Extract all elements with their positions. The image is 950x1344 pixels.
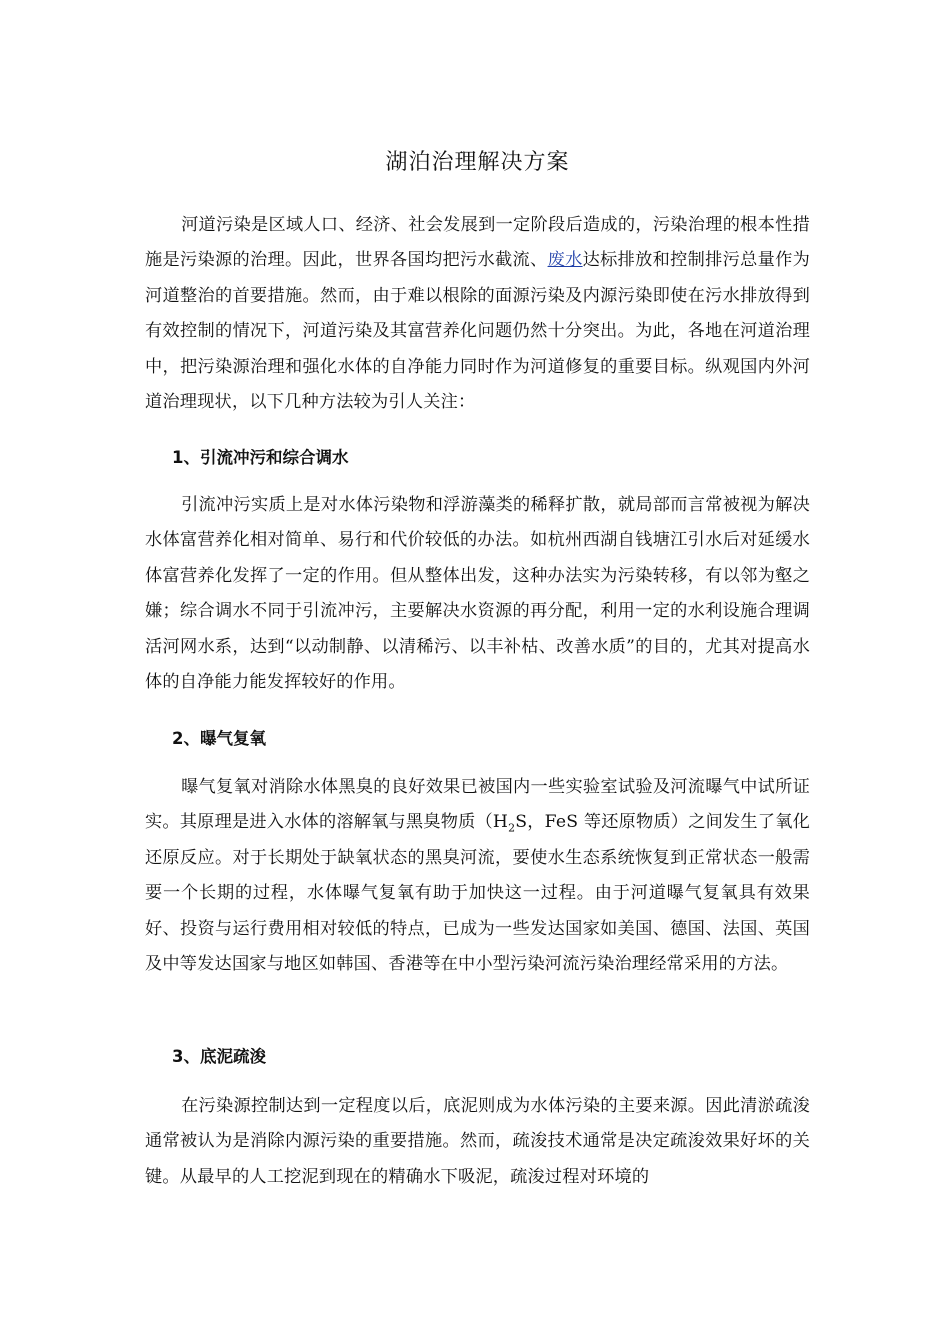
h2s-subscript: 2: [508, 821, 516, 835]
section-2-text-after-sub: S，FeS 等还原物质）之间发生了氧化还原反应。对于长期处于缺氧状态的黑臭河流，要使水生态系统恢复到正常状态一般需要一个长期的过程，水体曝气复氧有助于加快这一过程。由于河道曝气复氧具有效果好、投资与运行费用相对较低的特点，已成为一些发达国家如美国、德国、法国、英国及中等发达国家与地区如韩国、香港等在中小型污染河流污染治理经常采用的方法。: [145, 812, 810, 975]
section-2-text-before-sub: 曝气复氧对消除水体黑臭的良好效果已被国内一些实验室试验及河流曝气中试所证实。其原理是进入水体的溶解氧与黑臭物质（H: [145, 777, 810, 833]
section-1-text: 引流冲污实质上是对水体污染物和浮游藻类的稀释扩散，就局部而言常被视为解决水体富营养化相对简单、易行和代价较低的办法。如杭州西湖自钱塘江引水后对延缓水体富营养化发挥了一定的作用。但从整体出发，这种办法实为污染转移，有以邻为壑之嫌；综合调水不同于引流冲污，主要解决水资源的再分配，利用一定的水利设施合理调活河网水系，达到“以动制静、以清稀污、以丰补枯、改善水质”的目的，尤其对提高水体的自净能力能发挥较好的作用。: [145, 495, 810, 693]
section-1-heading: 1、引流冲污和综合调水: [172, 448, 349, 467]
intro-paragraph: [145, 208, 810, 420]
section-1-paragraph: [145, 488, 810, 700]
document-title: 湖泊治理解决方案: [385, 150, 570, 175]
section-3-paragraph: [145, 1089, 810, 1195]
section-3-heading: 3、底泥疏浚: [172, 1047, 266, 1066]
section-3-text: 在污染源控制达到一定程度以后，底泥则成为水体污染的主要来源。因此清淤疏浚通常被认为是消除内源污染的重要措施。然而，疏浚技术通常是决定疏浚效果好坏的关键。从最早的人工挖泥到现在的精确水下吸泥，疏浚过程对环境的: [145, 1096, 810, 1187]
wastewater-link[interactable]: 废水: [547, 250, 583, 271]
intro-text-after-link: 达标排放和控制排污总量作为河道整治的首要措施。然而，由于难以根除的面源污染及内源污染即使在污水排放得到有效控制的情况下，河道污染及其富营养化问题仍然十分突出。为此，各地在河道治理中，把污染源治理和强化水体的自净能力同时作为河道修复的重要目标。纵观国内外河道治理现状，以下几种方法较为引人关注：: [145, 250, 810, 413]
section-2-paragraph: [145, 770, 810, 982]
intro-text-before-link: 河道污染是区域人口、经济、社会发展到一定阶段后造成的，污染治理的根本性措施是污染源的治理。因此，世界各国均把污水截流、: [145, 215, 810, 271]
section-2-heading: 2、曝气复氧: [172, 729, 266, 748]
